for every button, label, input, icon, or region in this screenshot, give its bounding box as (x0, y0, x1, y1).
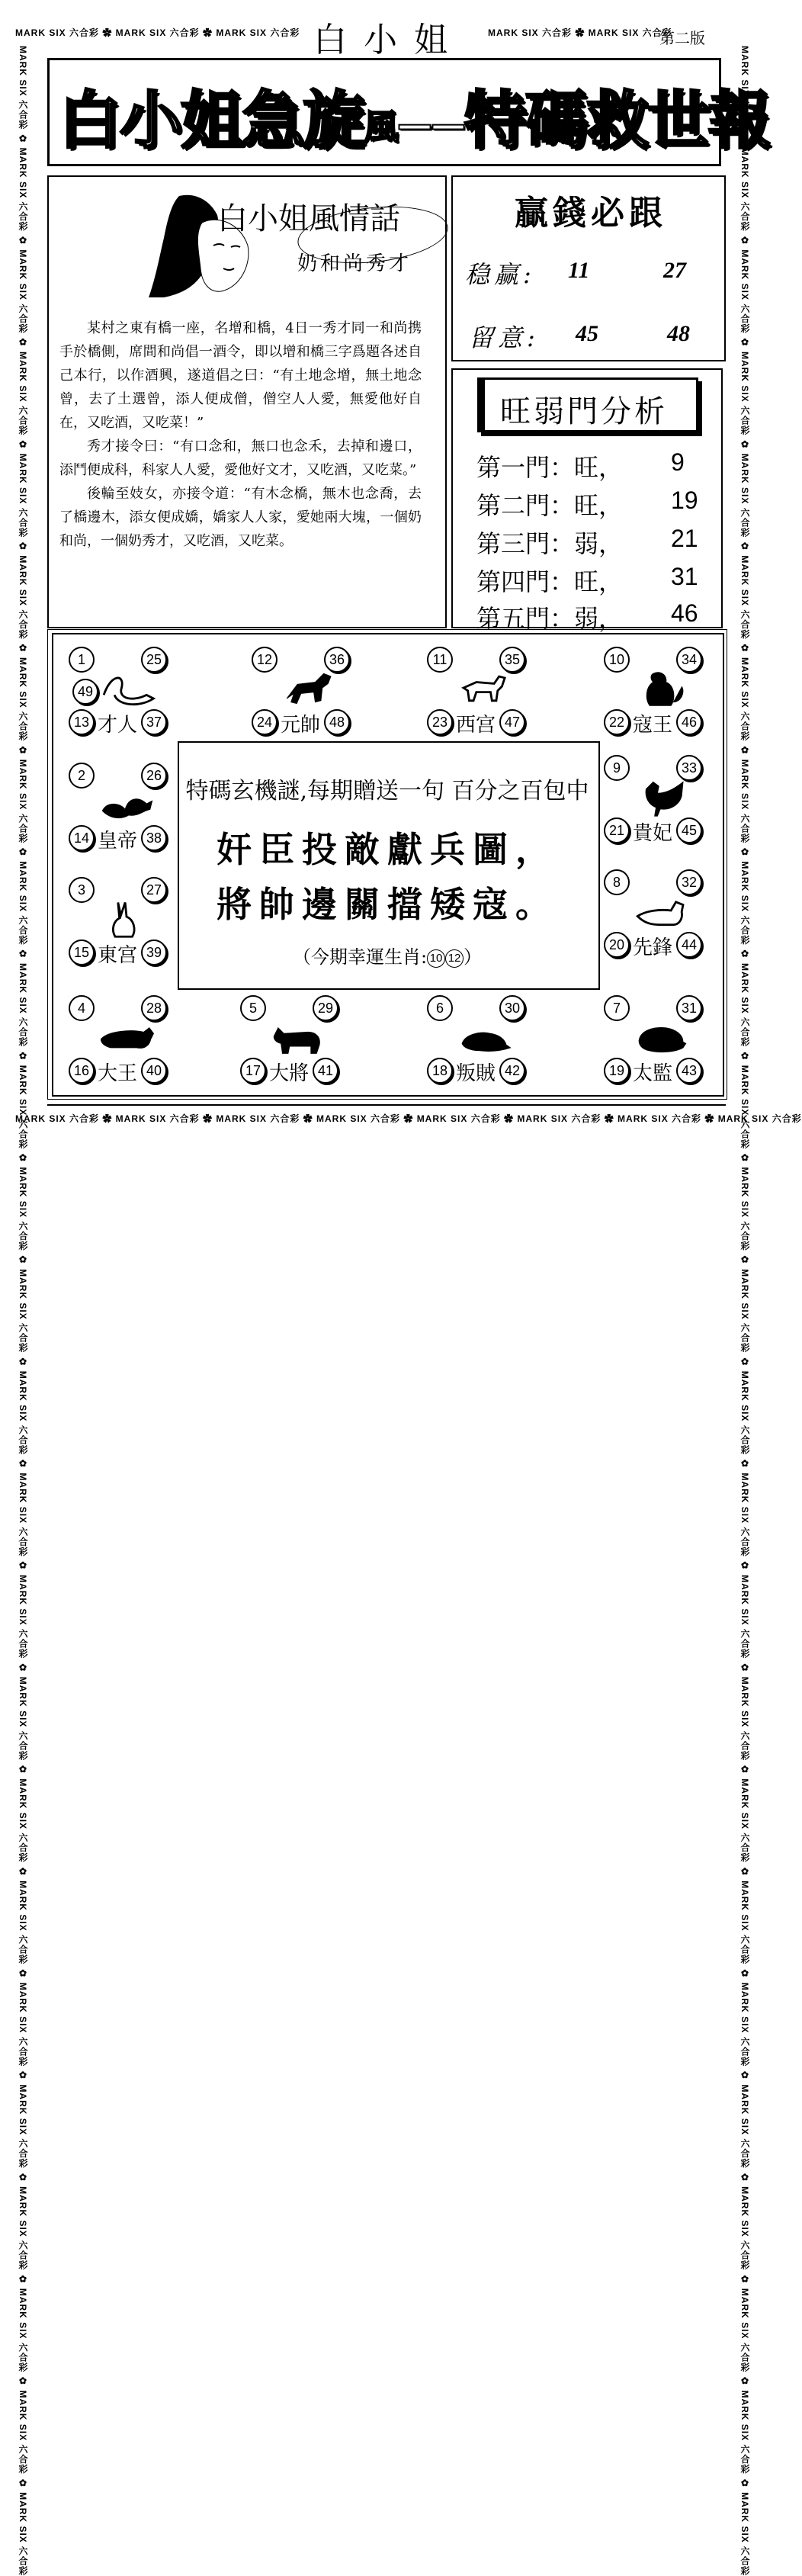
ox-icon (268, 1015, 329, 1058)
lucky-number: 10 (427, 949, 445, 968)
rooster-icon (631, 775, 692, 817)
zodiac-number: 15 (69, 940, 95, 965)
win-row-separator: : (523, 260, 536, 289)
zodiac-number: 45 (676, 817, 702, 843)
zodiac-number: 4 (69, 995, 95, 1021)
border-strip-bottom: MARK SIX 六合彩 ✿ MARK SIX 六合彩 ✿ MARK SIX 六合彩 ✿ MARK SIX 六合彩 ✿ MARK SIX 六合彩 ✿ MARK SIX 六合彩 ✿ MARK SIX 六合彩 ✿ MARK SIX 六合彩 (15, 1113, 802, 1124)
zodiac-number: 6 (427, 995, 453, 1021)
zodiac-name: 寇王 (633, 714, 673, 737)
tiger-icon (96, 1015, 157, 1058)
edition-label: 第二版 (659, 31, 705, 47)
zodiac-number: 3 (69, 877, 95, 903)
pig-icon (631, 1015, 692, 1058)
zodiac-name: 西宫 (456, 714, 496, 737)
headline-box (47, 58, 770, 166)
zodiac-number: 41 (313, 1058, 338, 1084)
zodiac-cell (604, 647, 718, 746)
zodiac-cell (427, 995, 541, 1094)
zodiac-number: 29 (313, 995, 338, 1021)
zodiac-number: 34 (676, 647, 702, 673)
door-number: 9 (671, 448, 685, 476)
lucky-number: 12 (445, 949, 464, 968)
door-number: 19 (671, 487, 698, 514)
zodiac-number: 30 (499, 995, 525, 1021)
zodiac-cell (427, 647, 541, 746)
lucky-zodiac (178, 942, 597, 968)
zodiac-name: 大將 (269, 1062, 310, 1085)
zodiac-number: 39 (141, 940, 167, 965)
door-number: 21 (671, 525, 698, 552)
door-number: 46 (671, 599, 698, 627)
zodiac-cell (604, 995, 718, 1094)
door-row: 第四門：旺， (476, 567, 624, 596)
headline (59, 71, 769, 160)
zodiac-name: 東宫 (98, 944, 138, 967)
zodiac-number: 23 (427, 709, 453, 735)
zodiac-number: 25 (141, 647, 167, 673)
zodiac-number: 35 (499, 647, 525, 673)
zodiac-number: 42 (499, 1058, 525, 1084)
win-row-label: 留意 (469, 323, 528, 352)
snake-icon (96, 666, 157, 709)
zodiac-cell (240, 995, 354, 1094)
story-paragraph: 後輪至妓女，亦接令道：“有木念橋，無木也念喬，去了橋邊木，添女便成嬌，嬌家人人家，愛她兩大塊，一個奶和尚，一個奶秀才，又吃酒，又吃菜。 (59, 486, 422, 549)
door-row: 第一門：旺， (476, 453, 624, 482)
zodiac-number: 18 (427, 1058, 453, 1084)
zodiac-number: 38 (141, 825, 167, 851)
zodiac-number: 36 (324, 647, 350, 673)
zodiac-number: 16 (69, 1058, 95, 1084)
zodiac-cell (252, 647, 366, 746)
zodiac-cell (69, 995, 183, 1094)
zodiac-number: 13 (69, 709, 95, 735)
zodiac-number: 48 (324, 709, 350, 735)
zodiac-number: 47 (499, 709, 525, 735)
zodiac-number: 37 (141, 709, 167, 735)
doors-title-box (477, 377, 698, 432)
zodiac-number: 2 (69, 763, 95, 789)
headline-dash: —— (397, 104, 465, 146)
border-strip-left: MARK SIX 六合彩 ✿ MARK SIX 六合彩 ✿ MARK SIX 六合彩 ✿ MARK SIX 六合彩 ✿ MARK SIX 六合彩 ✿ MARK SIX 六合彩 ✿ MARK SIX 六合彩 ✿ MARK SIX 六合彩 ✿ MARK SIX 六合彩 ✿ MARK SIX 六合彩 ✿ MARK SIX 六合彩 ✿ MARK SIX 六合彩 ✿ MARK SIX 六合彩 ✿ MARK SIX 六合彩 ✿ MARK SIX 六合彩 ✿ MARK SIX 六合彩 ✿ MARK SIX 六合彩 ✿ MARK SIX 六合彩 ✿ MARK SIX 六合彩 ✿ MARK SIX 六合彩 ✿ MARK SIX 六合彩 ✿ MARK SIX 六合彩 ✿ MARK SIX 六合彩 ✿ MARK SIX 六合彩 ✿ MARK SIX 六合彩 (18, 46, 28, 2576)
win-number: 27 (663, 258, 686, 283)
zodiac-number: 43 (676, 1058, 702, 1084)
zodiac-number: 12 (252, 647, 277, 673)
headline-part3: 特碼救世報 (464, 85, 770, 157)
win-row-1 (465, 255, 536, 291)
zodiac-number: 26 (141, 763, 167, 789)
story-paragraph: 某村之東有橋一座，名增和橋，4日一秀才同一和尚携手於橋側，席間和尚倡一酒令，即以增和橋三字爲題各述自己本行，以作酒興，遂道倡之曰：“有土地念增，無土地念曾，去了土選曾，添人便成僧，僧空人人愛，無愛他好自在，又吃酒，又吃菜！” (59, 320, 422, 431)
headline-part1: 白小姐急旋 (59, 85, 364, 157)
zodiac-number: 9 (604, 755, 630, 781)
zodiac-number: 49 (72, 679, 98, 705)
zodiac-number: 19 (604, 1058, 630, 1084)
zodiac-cell (69, 763, 183, 862)
zodiac-number: 28 (141, 995, 167, 1021)
rat-icon (454, 1015, 515, 1058)
zodiac-number: 46 (676, 709, 702, 735)
riddle-line-2: 將帥邊關擋矮寇。 (217, 884, 558, 925)
doors-title: 旺弱門分析 (500, 394, 668, 429)
door-row: 第三門：弱， (476, 529, 624, 558)
dragon-icon (96, 782, 157, 825)
horse-icon (279, 666, 340, 709)
door-number: 31 (671, 563, 698, 590)
zodiac-number: 27 (141, 877, 167, 903)
zodiac-number: 10 (604, 647, 630, 673)
zodiac-number: 20 (604, 932, 630, 958)
rabbit-icon (96, 897, 157, 940)
border-text: MARK SIX 六合彩 ✿ MARK SIX 六合彩 ✿ MARK SIX 六合彩 (15, 27, 300, 38)
win-row-label: 稳赢 (465, 260, 524, 289)
win-number: 11 (568, 258, 590, 283)
zodiac-number: 40 (141, 1058, 167, 1084)
zodiac-name: 太監 (633, 1062, 673, 1085)
win-row-2 (469, 319, 540, 354)
headline-part2: 風 (364, 106, 398, 148)
story-title: 白小姐風情話 (217, 201, 400, 236)
dog-icon (631, 889, 692, 932)
zodiac-number: 7 (604, 995, 630, 1021)
zodiac-name: 貴妃 (633, 822, 673, 845)
zodiac-number: 21 (604, 817, 630, 843)
door-row: 第五門：弱， (476, 604, 624, 633)
zodiac-name: 叛賊 (456, 1062, 496, 1085)
bottom-rule (47, 1104, 726, 1106)
story-body (59, 316, 422, 553)
zodiac-number: 24 (252, 709, 277, 735)
zodiac-number: 32 (676, 869, 702, 895)
border-strip-right: MARK SIX 六合彩 ✿ MARK SIX 六合彩 ✿ MARK SIX 六合彩 ✿ MARK SIX 六合彩 ✿ MARK SIX 六合彩 ✿ MARK SIX 六合彩 ✿ MARK SIX 六合彩 ✿ MARK SIX 六合彩 ✿ MARK SIX 六合彩 ✿ MARK SIX 六合彩 ✿ MARK SIX 六合彩 ✿ MARK SIX 六合彩 ✿ MARK SIX 六合彩 ✿ MARK SIX 六合彩 ✿ MARK SIX 六合彩 ✿ MARK SIX 六合彩 ✿ MARK SIX 六合彩 ✿ MARK SIX 六合彩 ✿ MARK SIX 六合彩 ✿ MARK SIX 六合彩 ✿ MARK SIX 六合彩 ✿ MARK SIX 六合彩 ✿ MARK SIX 六合彩 ✿ MARK SIX 六合彩 ✿ MARK SIX 六合彩 (739, 46, 750, 2576)
zodiac-cell (69, 647, 183, 746)
border-text: MARK SIX 六合彩 ✿ MARK SIX 六合彩 (488, 27, 672, 38)
zodiac-number: 5 (240, 995, 266, 1021)
riddle-line-1: 奸臣投敵獻兵圖， (217, 829, 558, 870)
page-title: 白小姐 (313, 21, 464, 59)
zodiac-number: 17 (240, 1058, 266, 1084)
zodiac-cell (604, 869, 718, 968)
zodiac-number: 22 (604, 709, 630, 735)
win-number: 45 (576, 321, 598, 346)
zodiac-number: 33 (676, 755, 702, 781)
win-title: 贏錢必跟 (515, 194, 667, 233)
zodiac-cell (69, 877, 183, 976)
lucky-suffix: ） (464, 946, 483, 968)
zodiac-number: 8 (604, 869, 630, 895)
zodiac-name: 才人 (98, 714, 138, 737)
zodiac-number: 14 (69, 825, 95, 851)
lucky-prefix: （今期幸運生肖: (292, 946, 428, 968)
story-subtitle: 奶和尚秀才 (297, 252, 412, 275)
win-number: 48 (667, 321, 690, 346)
win-row-separator: : (527, 323, 540, 352)
monkey-icon (631, 666, 692, 709)
zodiac-number: 44 (676, 932, 702, 958)
story-paragraph: 秀才接令曰：“有口念和，無口也念禾，去掉和邊口，添鬥便成科，科家人人愛，愛他好文才，又吃酒，又吃菜。” (59, 438, 422, 478)
zodiac-name: 大王 (98, 1062, 138, 1085)
zodiac-cell (604, 755, 718, 854)
zodiac-name: 皇帝 (98, 830, 138, 853)
zodiac-number: 31 (676, 995, 702, 1021)
zodiac-name: 先鋒 (633, 936, 673, 959)
goat-icon (454, 666, 515, 709)
zodiac-number: 11 (427, 647, 453, 673)
door-row: 第二門：旺， (476, 491, 624, 520)
zodiac-name: 元帥 (281, 714, 321, 737)
riddle-intro: 特碼玄機謎,每期贈送一句 百分之百包中 (185, 778, 589, 805)
zodiac-number: 1 (69, 647, 95, 673)
